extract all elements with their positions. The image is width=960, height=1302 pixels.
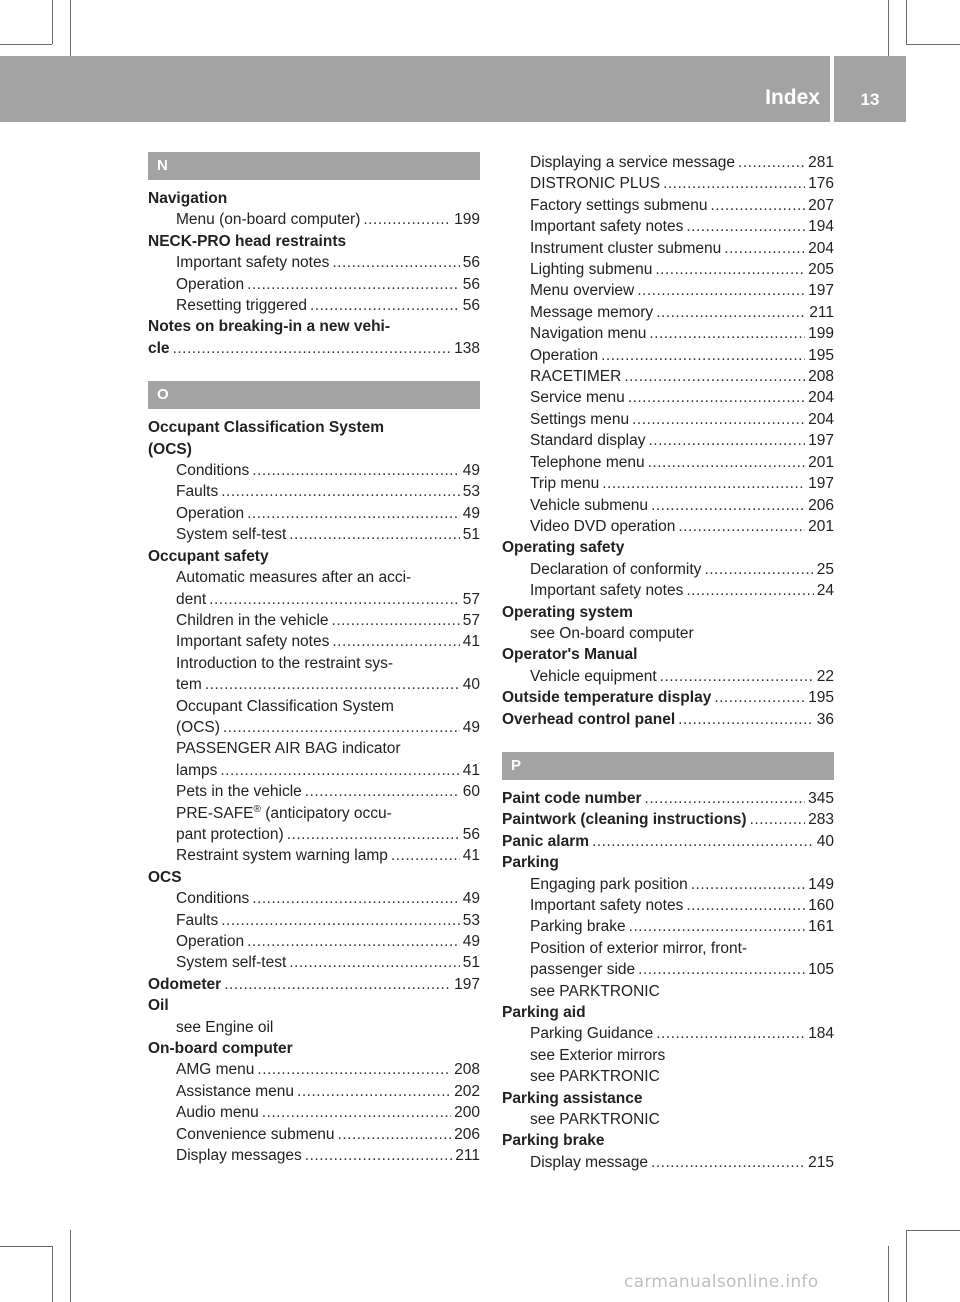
crop-mark [888, 0, 889, 56]
index-subentry: Important safety notes ..... 56 [148, 252, 480, 273]
crop-mark [52, 0, 53, 44]
index-subentry: Parking Guidance ..... 184 [502, 1023, 834, 1044]
index-see-reference: see Exterior mirrors [530, 1046, 666, 1064]
index-entry: Outside temperature display ..... 195 [502, 687, 834, 708]
crop-mark [0, 1246, 52, 1247]
index-subentry: Instrument cluster submenu ..... 204 [502, 238, 834, 259]
index-subentry: Declaration of conformity ..... 25 [502, 559, 834, 580]
index-subentry: Important safety notes ..... 160 [502, 895, 834, 916]
index-subentry: Settings menu ..... 204 [502, 409, 834, 430]
index-subentry: Operation ..... 56 [148, 274, 480, 295]
index-entry: Panic alarm ..... 40 [502, 831, 834, 852]
crop-mark [0, 44, 52, 45]
index-subentry: Factory settings submenu ..... 207 [502, 195, 834, 216]
index-subentry: Video DVD operation ..... 201 [502, 516, 834, 537]
index-entry: cle ..... 138 [148, 338, 480, 359]
index-subentry: DISTRONIC PLUS ..... 176 [502, 173, 834, 194]
index-subentry: Navigation menu ..... 199 [502, 323, 834, 344]
index-entry: Occupant Classification System [148, 419, 385, 437]
index-subentry: Menu overview ..... 197 [502, 280, 834, 301]
index-subentry: Conditions ..... 49 [148, 888, 480, 909]
index-subentry: Operation ..... 195 [502, 345, 834, 366]
index-subentry: PASSENGER AIR BAG indicator [176, 740, 401, 758]
crop-mark [906, 1230, 907, 1302]
index-entry: Parking [502, 854, 559, 872]
index-subentry: Operation ..... 49 [148, 931, 480, 952]
index-entry: OCS [148, 868, 182, 886]
index-see-reference: see PARKTRONIC [530, 1068, 660, 1086]
index-subentry: Lighting submenu ..... 205 [502, 259, 834, 280]
index-subentry: PRE-SAFE® (anticipatory occu- [176, 803, 392, 822]
header-separator [830, 56, 834, 122]
index-subentry: passenger side ..... 105 [502, 959, 834, 980]
index-subentry: Assistance menu ..... 202 [148, 1081, 480, 1102]
index-entry: Odometer ..... 197 [148, 974, 480, 995]
index-subentry: RACETIMER ..... 208 [502, 366, 834, 387]
index-entry: Oil [148, 997, 169, 1015]
section-title: Index [765, 86, 820, 109]
index-subentry: Children in the vehicle ..... 57 [148, 610, 480, 631]
letter-heading-n: N [148, 152, 480, 180]
index-subentry: Display messages ..... 211 [148, 1145, 480, 1166]
crop-mark [52, 1246, 53, 1302]
index-subentry: Engaging park position ..... 149 [502, 874, 834, 895]
index-entry: Operating safety [502, 539, 625, 557]
index-subentry: System self-test ..... 51 [148, 524, 480, 545]
index-subentry: Parking brake ..... 161 [502, 916, 834, 937]
crop-mark [906, 1230, 960, 1231]
index-entry: Occupant safety [148, 547, 269, 565]
index-entry: Parking brake [502, 1132, 605, 1150]
letter-heading-p: P [502, 752, 834, 780]
watermark: carmanualsonline.info [624, 1272, 819, 1292]
crop-mark [888, 1246, 889, 1302]
index-entry: (OCS) [148, 440, 192, 458]
index-subentry: Automatic measures after an acci- [176, 569, 412, 587]
index-see-reference: see Engine oil [176, 1018, 274, 1036]
index-subentry: Restraint system warning lamp ..... 41 [148, 845, 480, 866]
index-subentry: tem ..... 40 [148, 674, 480, 695]
index-subentry: Convenience submenu ..... 206 [148, 1124, 480, 1145]
index-subentry: Standard display ..... 197 [502, 430, 834, 451]
index-column-left [148, 152, 480, 1166]
index-subentry: lamps ..... 41 [148, 760, 480, 781]
index-see-reference: see PARKTRONIC [530, 982, 660, 1000]
index-entry: Operator's Manual [502, 646, 638, 664]
crop-mark [906, 44, 960, 45]
index-subentry: Displaying a service message ..... 281 [502, 152, 834, 173]
page-number: 13 [860, 90, 880, 109]
index-entry: Paintwork (cleaning instructions) ..... 283 [502, 809, 834, 830]
index-entry: NECK-PRO head restraints [148, 232, 347, 250]
index-subentry: Trip menu ..... 197 [502, 473, 834, 494]
index-subentry: Important safety notes ..... 24 [502, 580, 834, 601]
crop-mark [70, 1230, 71, 1302]
index-subentry: Operation ..... 49 [148, 503, 480, 524]
index-subentry: Display message ..... 215 [502, 1152, 834, 1173]
index-entry: Paint code number ..... 345 [502, 788, 834, 809]
index-subentry: dent ..... 57 [148, 589, 480, 610]
crop-mark [70, 0, 71, 56]
index-subentry: Position of exterior mirror, front- [530, 939, 748, 957]
index-subentry: pant protection) ..... 56 [148, 824, 480, 845]
index-subentry: Introduction to the restraint sys- [176, 654, 394, 672]
index-see-reference: see PARKTRONIC [530, 1111, 660, 1129]
index-entry: Parking aid [502, 1004, 586, 1022]
index-subentry: Occupant Classification System [176, 697, 394, 715]
index-see-reference: see On-board computer [530, 624, 694, 642]
index-column-right [502, 152, 834, 1173]
index-subentry: Pets in the vehicle ..... 60 [148, 781, 480, 802]
index-entry: Notes on breaking-in a new vehi- [148, 318, 391, 336]
index-entry: Overhead control panel ..... 36 [502, 709, 834, 730]
index-subentry: Audio menu ..... 200 [148, 1102, 480, 1123]
index-entry: Navigation [148, 190, 228, 207]
index-subentry: Telephone menu ..... 201 [502, 452, 834, 473]
index-subentry: Important safety notes ..... 41 [148, 631, 480, 652]
index-subentry: Conditions ..... 49 [148, 460, 480, 481]
index-subentry: System self-test ..... 51 [148, 952, 480, 973]
index-entry: Parking assistance [502, 1089, 643, 1107]
index-entry: Operating system [502, 603, 633, 621]
index-subentry: Menu (on-board computer) ..... 199 [148, 209, 480, 230]
index-entry: On-board computer [148, 1040, 293, 1058]
index-subentry: Faults ..... 53 [148, 481, 480, 502]
index-subentry: (OCS) ..... 49 [148, 717, 480, 738]
index-subentry: AMG menu ..... 208 [148, 1059, 480, 1080]
index-subentry: Service menu ..... 204 [502, 387, 834, 408]
crop-mark [906, 0, 907, 44]
registered-mark: ® [253, 803, 261, 815]
index-subentry: Important safety notes ..... 194 [502, 216, 834, 237]
index-subentry: Vehicle equipment ..... 22 [502, 666, 834, 687]
index-subentry: Resetting triggered ..... 56 [148, 295, 480, 316]
letter-heading-o: O [148, 381, 480, 409]
index-subentry: Message memory ..... 211 [502, 302, 834, 323]
index-subentry: Faults ..... 53 [148, 910, 480, 931]
index-subentry: Vehicle submenu ..... 206 [502, 495, 834, 516]
